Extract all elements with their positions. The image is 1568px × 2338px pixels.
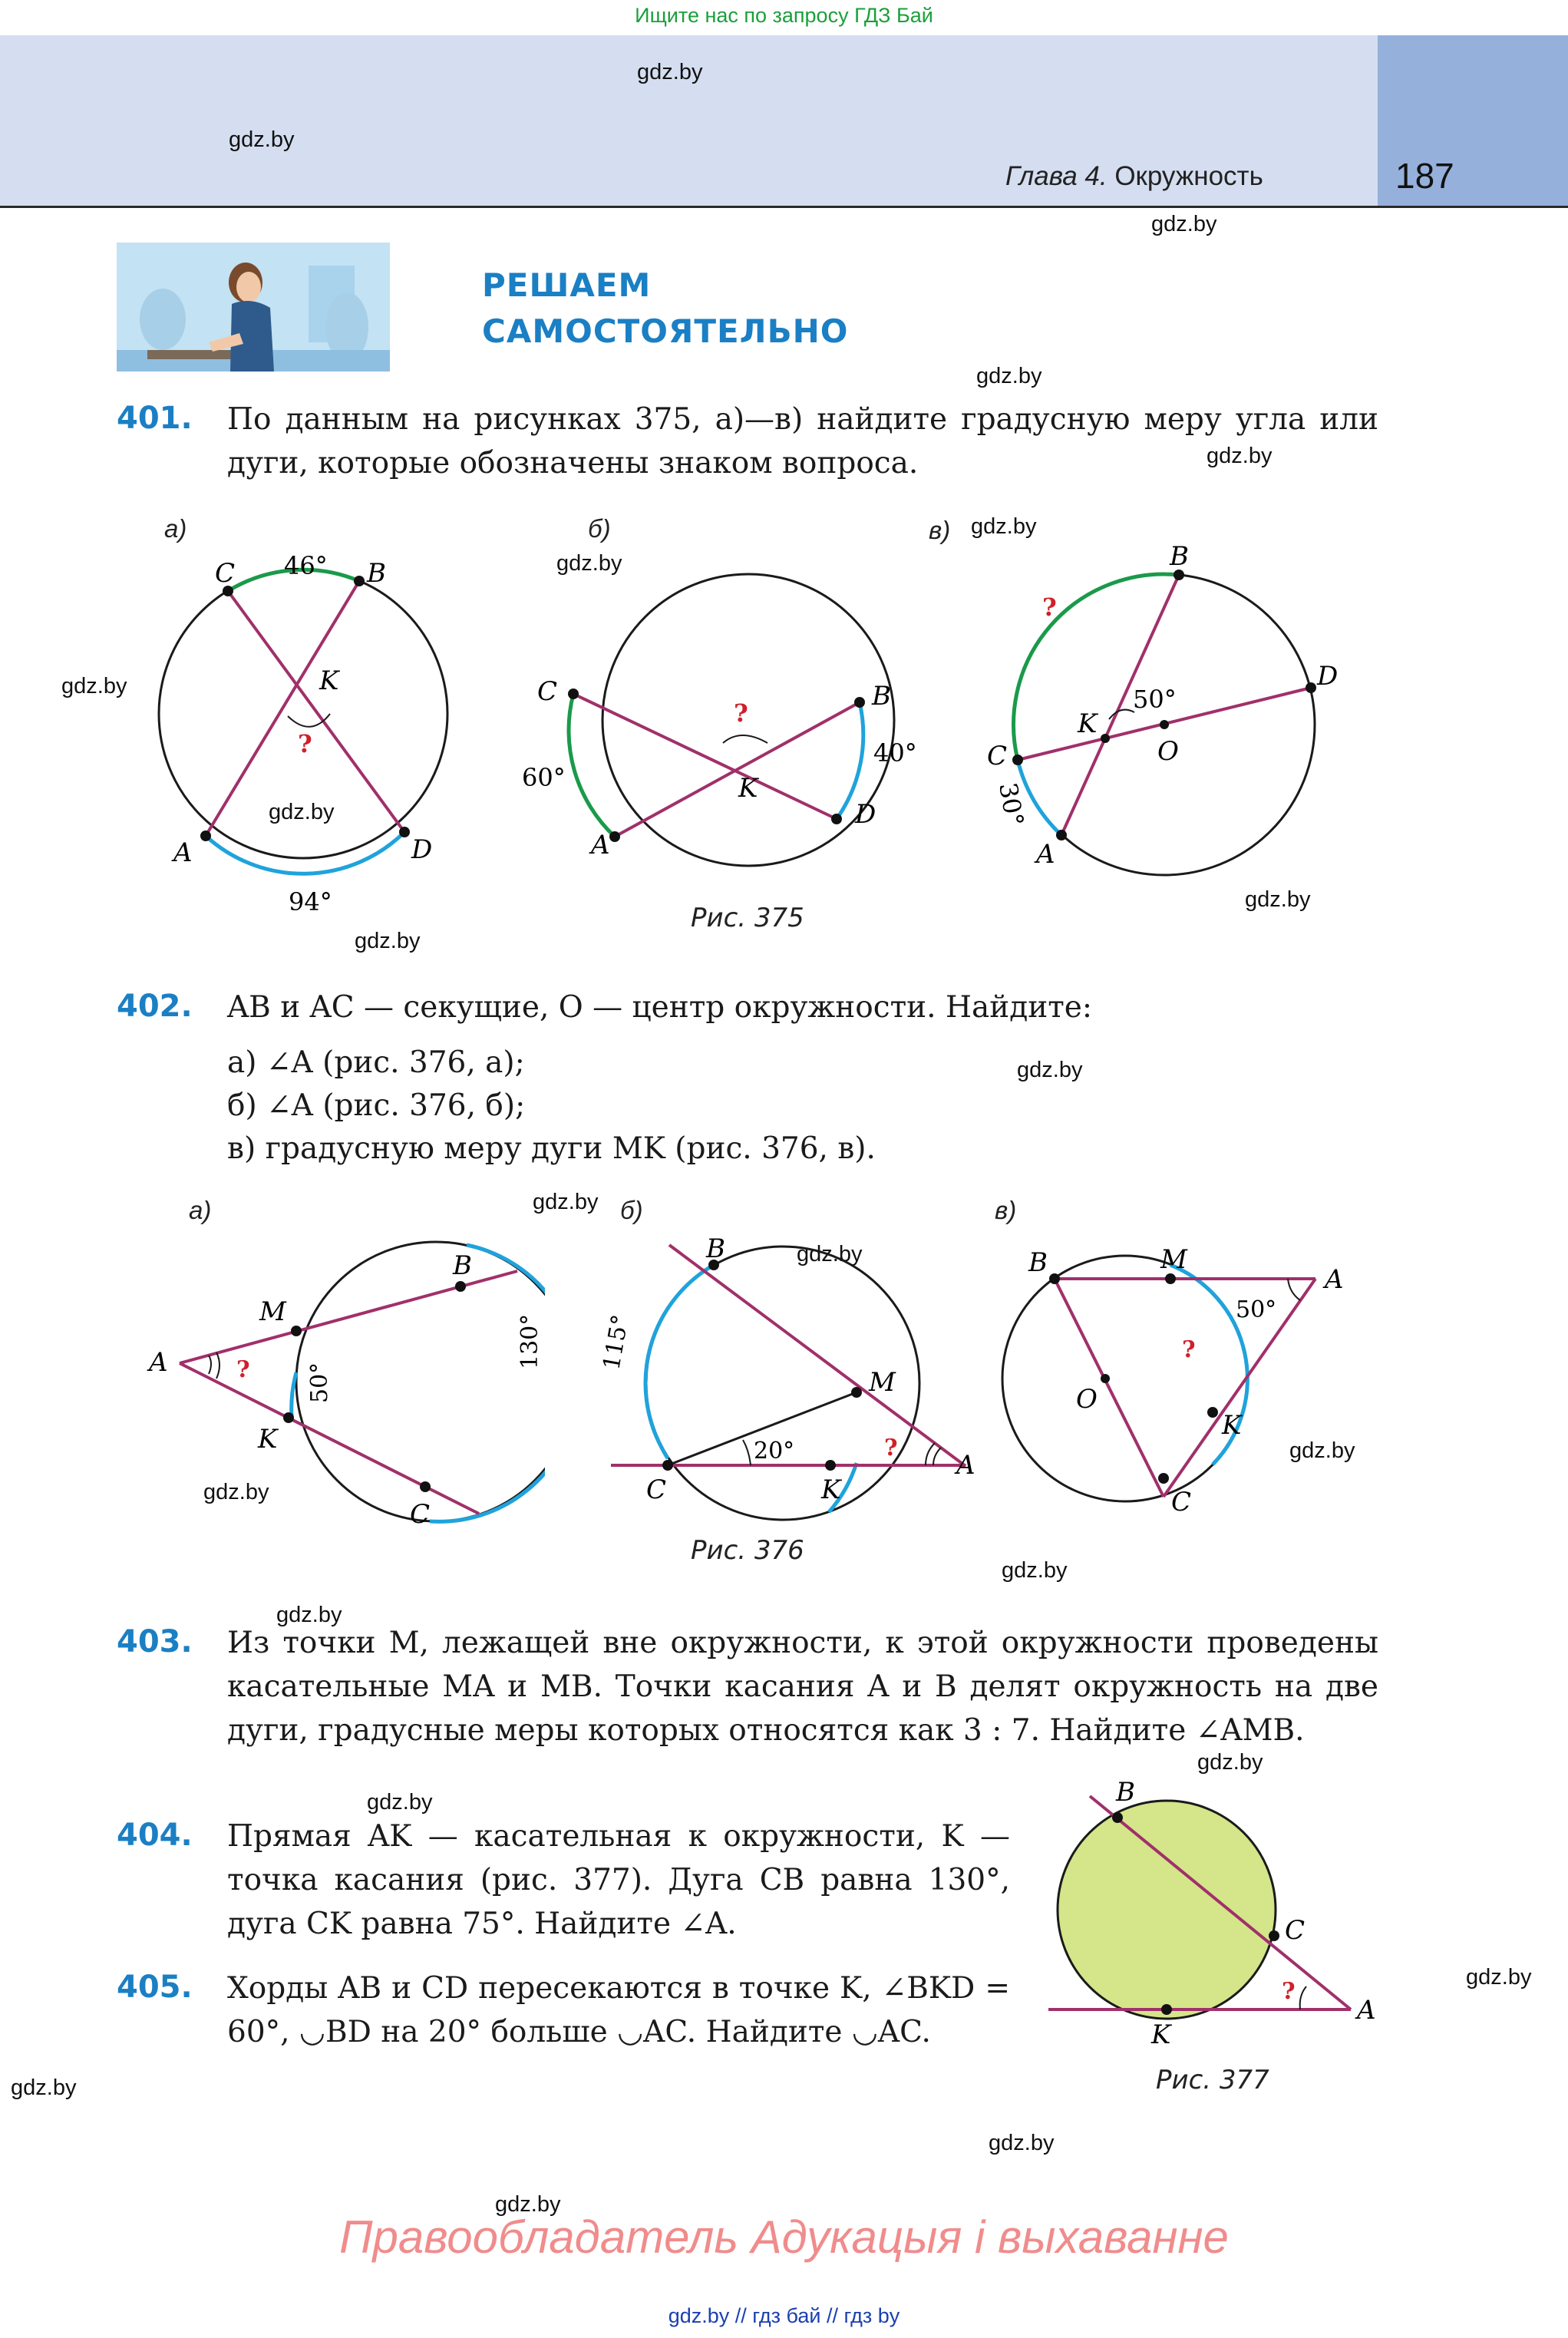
angle-label: 20°: [754, 1438, 795, 1465]
watermark: gdz.by: [637, 60, 703, 84]
arc-label: 50°: [306, 1362, 333, 1403]
question-mark: ?: [1282, 1978, 1296, 2005]
point-label: D: [855, 799, 876, 830]
page-number: 187: [1395, 156, 1454, 196]
problem-number: 402.: [117, 989, 193, 1024]
arc-label: 130°: [517, 1313, 543, 1369]
point-label: K: [1078, 708, 1098, 739]
point-label: C: [987, 741, 1008, 771]
problem-number: 405.: [117, 1970, 193, 2005]
arc-label: 30°: [993, 780, 1030, 829]
subfigure-label: а): [164, 514, 187, 543]
question-mark: ?: [236, 1356, 250, 1383]
point-label: B: [1028, 1247, 1048, 1278]
problem-text: Хорды AB и CD пересекаются в точке K, ∠BKD = 60°, ◡BD на 20° больше ◡AC. Найдите ◡AC.: [227, 1971, 1010, 2049]
angle-label: 50°: [1133, 685, 1177, 714]
subfigure-label: б): [620, 1196, 643, 1224]
point-label: A: [591, 830, 610, 860]
watermark: gdz.by: [367, 1790, 433, 1815]
point-label: B: [706, 1233, 725, 1264]
problem-item: б) ∠A (рис. 376, б);: [227, 1088, 526, 1123]
watermark: gdz.by: [269, 800, 335, 824]
watermark: gdz.by: [976, 364, 1042, 388]
point-label: D: [411, 834, 433, 865]
point-label: C: [537, 676, 558, 707]
question-mark: ?: [298, 729, 312, 758]
point-label: B: [1170, 541, 1189, 572]
arc-label: 115°: [598, 1313, 635, 1372]
point-label: K: [258, 1424, 278, 1455]
problem-text: Из точки M, лежащей вне окружности, к этой окружности проведены касательные MA и MB. Точки касания A и B делят окружность на две дуги, градусные меры которых относятся как 3 : 7. Найдите ∠AMB.: [227, 1626, 1378, 1748]
girl-at-desk-illustration: [117, 243, 390, 372]
figure-376-c: [982, 1228, 1381, 1520]
problem-text: Прямая AK — касательная к окружности, K — точка касания (рис. 377). Дуга CB равна 130°, дуга CK равна 75°. Найдите ∠A.: [227, 1819, 1010, 1941]
point-label: K: [1151, 2019, 1171, 2050]
figure-caption: Рис. 375: [691, 903, 804, 933]
figure-377: [1028, 1773, 1397, 2057]
point-label: A: [1036, 839, 1055, 870]
point-label: A: [149, 1347, 168, 1378]
point-label: C: [646, 1474, 667, 1505]
question-mark: ?: [734, 698, 748, 728]
watermark: gdz.by: [1245, 887, 1311, 912]
chapter-title: Глава 4. Окружность: [1005, 161, 1263, 191]
watermark: gdz.by: [533, 1190, 599, 1214]
point-label: K: [1222, 1410, 1242, 1441]
watermark: gdz.by: [1289, 1438, 1355, 1463]
question-mark: ?: [1042, 593, 1057, 622]
point-label: B: [367, 558, 386, 589]
watermark: gdz.by: [229, 127, 295, 152]
watermark: gdz.by: [971, 514, 1037, 539]
problem-number: 401.: [117, 401, 193, 436]
watermark: gdz.by: [1151, 212, 1217, 236]
problem-number: 403.: [117, 1624, 193, 1659]
problem-text: AB и AC — секущие, O — центр окружности. Найдите:: [227, 990, 1093, 1025]
watermark: gdz.by: [1466, 1965, 1532, 1990]
watermark: gdz.by: [797, 1242, 863, 1266]
subfigure-label: а): [189, 1196, 212, 1224]
watermark: gdz.by: [989, 2131, 1055, 2155]
question-mark: ?: [1182, 1336, 1196, 1363]
point-label: A: [173, 837, 193, 868]
subfigure-label: б): [588, 514, 611, 543]
watermark: gdz.by: [556, 551, 622, 576]
problem-text: По данным на рисунках 375, а)—в) найдите градусную меру угла или дуги, которые обозначены знаком вопроса.: [227, 402, 1378, 480]
point-label: B: [453, 1250, 472, 1281]
point-label: A: [1357, 1995, 1376, 2026]
watermark: gdz.by: [11, 2075, 77, 2100]
watermark: gdz.by: [495, 2192, 561, 2217]
top-banner: Ищите нас по запросу ГДЗ Бай: [635, 4, 933, 27]
figure-376-b: [583, 1228, 998, 1535]
watermark: gdz.by: [1017, 1058, 1083, 1082]
figure-375-c: [975, 537, 1374, 890]
point-label: O: [1157, 736, 1179, 767]
point-label: C: [410, 1499, 431, 1530]
point-label: A: [1325, 1264, 1344, 1295]
section-title: РЕШАЕМ САМОСТОЯТЕЛЬНО: [482, 266, 849, 350]
footer-links[interactable]: gdz.by // гдз бай // гдз by: [668, 2304, 900, 2327]
point-label: M: [1160, 1244, 1187, 1275]
point-label: A: [956, 1450, 975, 1481]
watermark: gdz.by: [61, 674, 127, 698]
watermark: gdz.by: [1002, 1558, 1068, 1583]
figure-376-a: [146, 1228, 545, 1535]
point-label: O: [1076, 1384, 1098, 1415]
problem-item: а) ∠A (рис. 376, а);: [227, 1045, 525, 1080]
point-label: K: [738, 773, 758, 804]
subfigure-label: в): [929, 516, 951, 544]
copyright-notice: Правообладатель Адукацыя і выхаванне: [339, 2211, 1229, 2263]
point-label: B: [872, 681, 891, 712]
point-label: B: [1116, 1777, 1135, 1808]
figure-375-a: [146, 537, 468, 936]
point-label: M: [869, 1367, 896, 1398]
figure-caption: Рис. 377: [1156, 2065, 1269, 2095]
problem-number: 404.: [117, 1818, 193, 1853]
subfigure-label: в): [995, 1196, 1017, 1224]
watermark: gdz.by: [355, 929, 421, 953]
point-label: K: [821, 1474, 841, 1505]
question-mark: ?: [884, 1435, 898, 1461]
watermark: gdz.by: [203, 1480, 269, 1504]
point-label: M: [259, 1296, 286, 1327]
point-label: C: [1171, 1487, 1192, 1517]
arc-label: 60°: [522, 763, 566, 792]
angle-label: 50°: [1236, 1296, 1277, 1323]
section-illustration: [117, 243, 390, 372]
figure-caption: Рис. 376: [691, 1535, 804, 1566]
point-label: C: [215, 558, 236, 589]
point-label: K: [319, 665, 339, 696]
watermark: gdz.by: [1197, 1750, 1263, 1775]
point-label: C: [1285, 1915, 1306, 1946]
arc-label: 94°: [289, 887, 332, 916]
arc-label: 46°: [284, 551, 328, 580]
header-divider: [0, 206, 1568, 208]
watermark: gdz.by: [1207, 444, 1273, 468]
figure-375-b: [514, 537, 944, 906]
arc-label: 40°: [873, 738, 917, 768]
watermark: gdz.by: [276, 1603, 342, 1627]
problem-item: в) градусную меру дуги MK (рис. 376, в).: [227, 1131, 876, 1166]
point-label: D: [1317, 661, 1339, 692]
